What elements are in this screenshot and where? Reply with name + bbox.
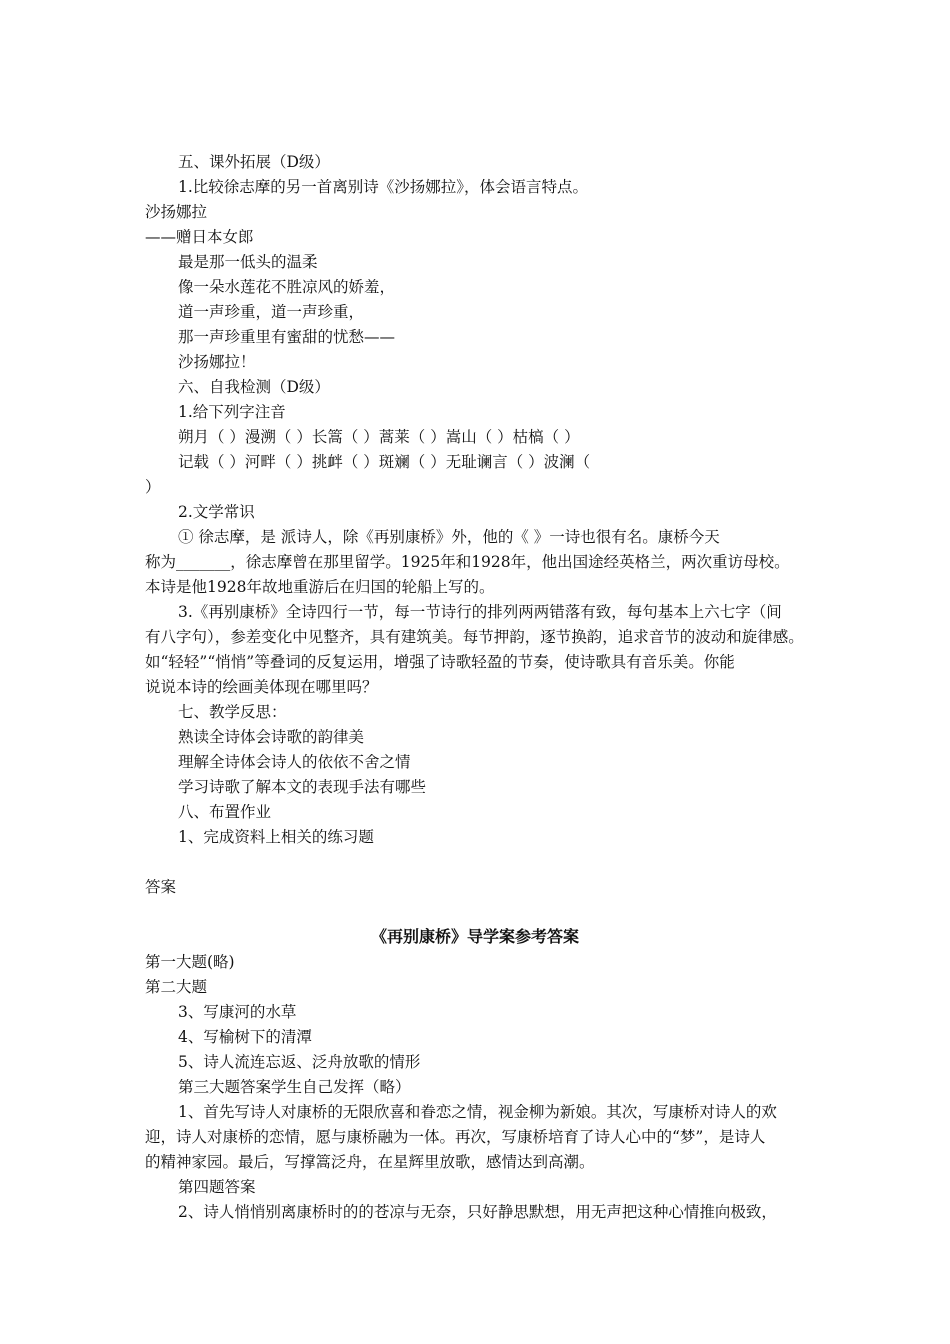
poem-title: 沙扬娜拉 (145, 203, 208, 221)
poem-subtitle: ——赠日本女郎 (145, 228, 254, 246)
answer-item: 4、写榆树下的清潭 (178, 1028, 312, 1046)
answer-heading: 第二大题 (145, 978, 208, 996)
section-five-heading: 五、课外拓展（D级） (178, 153, 330, 171)
paragraph-line: 称为_______，徐志摩曾在那里留学。1925年和1928年，他出国途经英格兰，两次重访母校。 (145, 553, 790, 571)
answer-paragraph-line: 的精神家园。最后，写撑篙泛舟，在星辉里放歌，感情达到高潮。 (145, 1153, 595, 1171)
paragraph-line: 如“轻轻”“悄悄”等叠词的反复运用，增强了诗歌轻盈的节奏，使诗歌具有音乐美。你能 (145, 653, 735, 671)
answer-heading: 第三大题答案学生自己发挥（略） (178, 1078, 411, 1096)
answer-paragraph-line: 2、诗人悄悄别离康桥时的的苍凉与无奈，只好静思默想，用无声把这种心情推向极致， (178, 1203, 777, 1221)
answers-title: 《再别康桥》导学案参考答案 (370, 927, 579, 946)
poem-line: 那一声珍重里有蜜甜的忧愁—— (178, 328, 396, 346)
extension-question: 1.比较徐志摩的另一首离别诗《沙扬娜拉》，体会语言特点。 (178, 178, 589, 196)
answer-heading: 第四题答案 (178, 1178, 256, 1196)
reflection-item: 学习诗歌了解本文的表现手法有哪些 (178, 778, 427, 796)
pinyin-question: 1.给下列字注音 (178, 403, 286, 421)
answer-item: 3、写康河的水草 (178, 1003, 297, 1021)
poem-line: 道一声珍重，道一声珍重， (178, 303, 365, 321)
poem-line: 沙扬娜拉！ (178, 353, 256, 371)
answer-paragraph-line: 迎，诗人对康桥的恋情，愿与康桥融为一体。再次，写康桥培育了诗人心中的“梦”，是诗人 (145, 1128, 766, 1146)
paragraph-line: 有八字句），参差变化中见整齐，具有建筑美。每节押韵，逐节换韵，追求音节的波动和旋律感。 (145, 628, 804, 646)
poem-line: 最是那一低头的温柔 (178, 253, 318, 271)
paragraph-line: 3.《再别康桥》全诗四行一节，每一节诗行的排列两两错落有致，每句基本上六七字（间 (178, 603, 782, 621)
pinyin-row-2-wrap: ） (145, 478, 161, 496)
answer-heading: 第一大题(略) (145, 953, 235, 971)
paragraph-line: 本诗是他1928年故地重游后在归国的轮船上写的。 (145, 578, 495, 596)
section-eight-heading: 八、布置作业 (178, 803, 272, 821)
paragraph-line: 说说本诗的绘画美体现在哪里吗？ (145, 678, 378, 696)
answer-paragraph-line: 1、首先写诗人对康桥的无限欣喜和眷恋之情，视金柳为新娘。其次，写康桥对诗人的欢 (178, 1103, 777, 1121)
pinyin-row-2: 记载（ ）河畔（ ）挑衅（ ）斑斓（ ）无耻谰言（ ）波澜（ (178, 453, 591, 471)
reflection-item: 理解全诗体会诗人的依依不舍之情 (178, 753, 411, 771)
poem-line: 像一朵水莲花不胜凉风的娇羞， (178, 278, 396, 296)
paragraph-line: ① 徐志摩，是 派诗人，除《再别康桥》外，他的《 》一诗也很有名。康桥今天 (178, 528, 720, 546)
answer-item: 5、诗人流连忘返、泛舟放歌的情形 (178, 1053, 421, 1071)
reflection-item: 熟读全诗体会诗歌的韵律美 (178, 728, 365, 746)
answers-label: 答案 (145, 878, 177, 896)
section-seven-heading: 七、教学反思： (178, 703, 287, 721)
section-six-heading: 六、自我检测（D级） (178, 378, 330, 396)
literature-heading: 2.文学常识 (178, 503, 255, 521)
pinyin-row-1: 朔月（ ）漫溯（ ）长篙（ ）蒿莱（ ）嵩山（ ）枯槁（ ） (178, 428, 580, 446)
homework-item: 1、完成资料上相关的练习题 (178, 828, 374, 846)
